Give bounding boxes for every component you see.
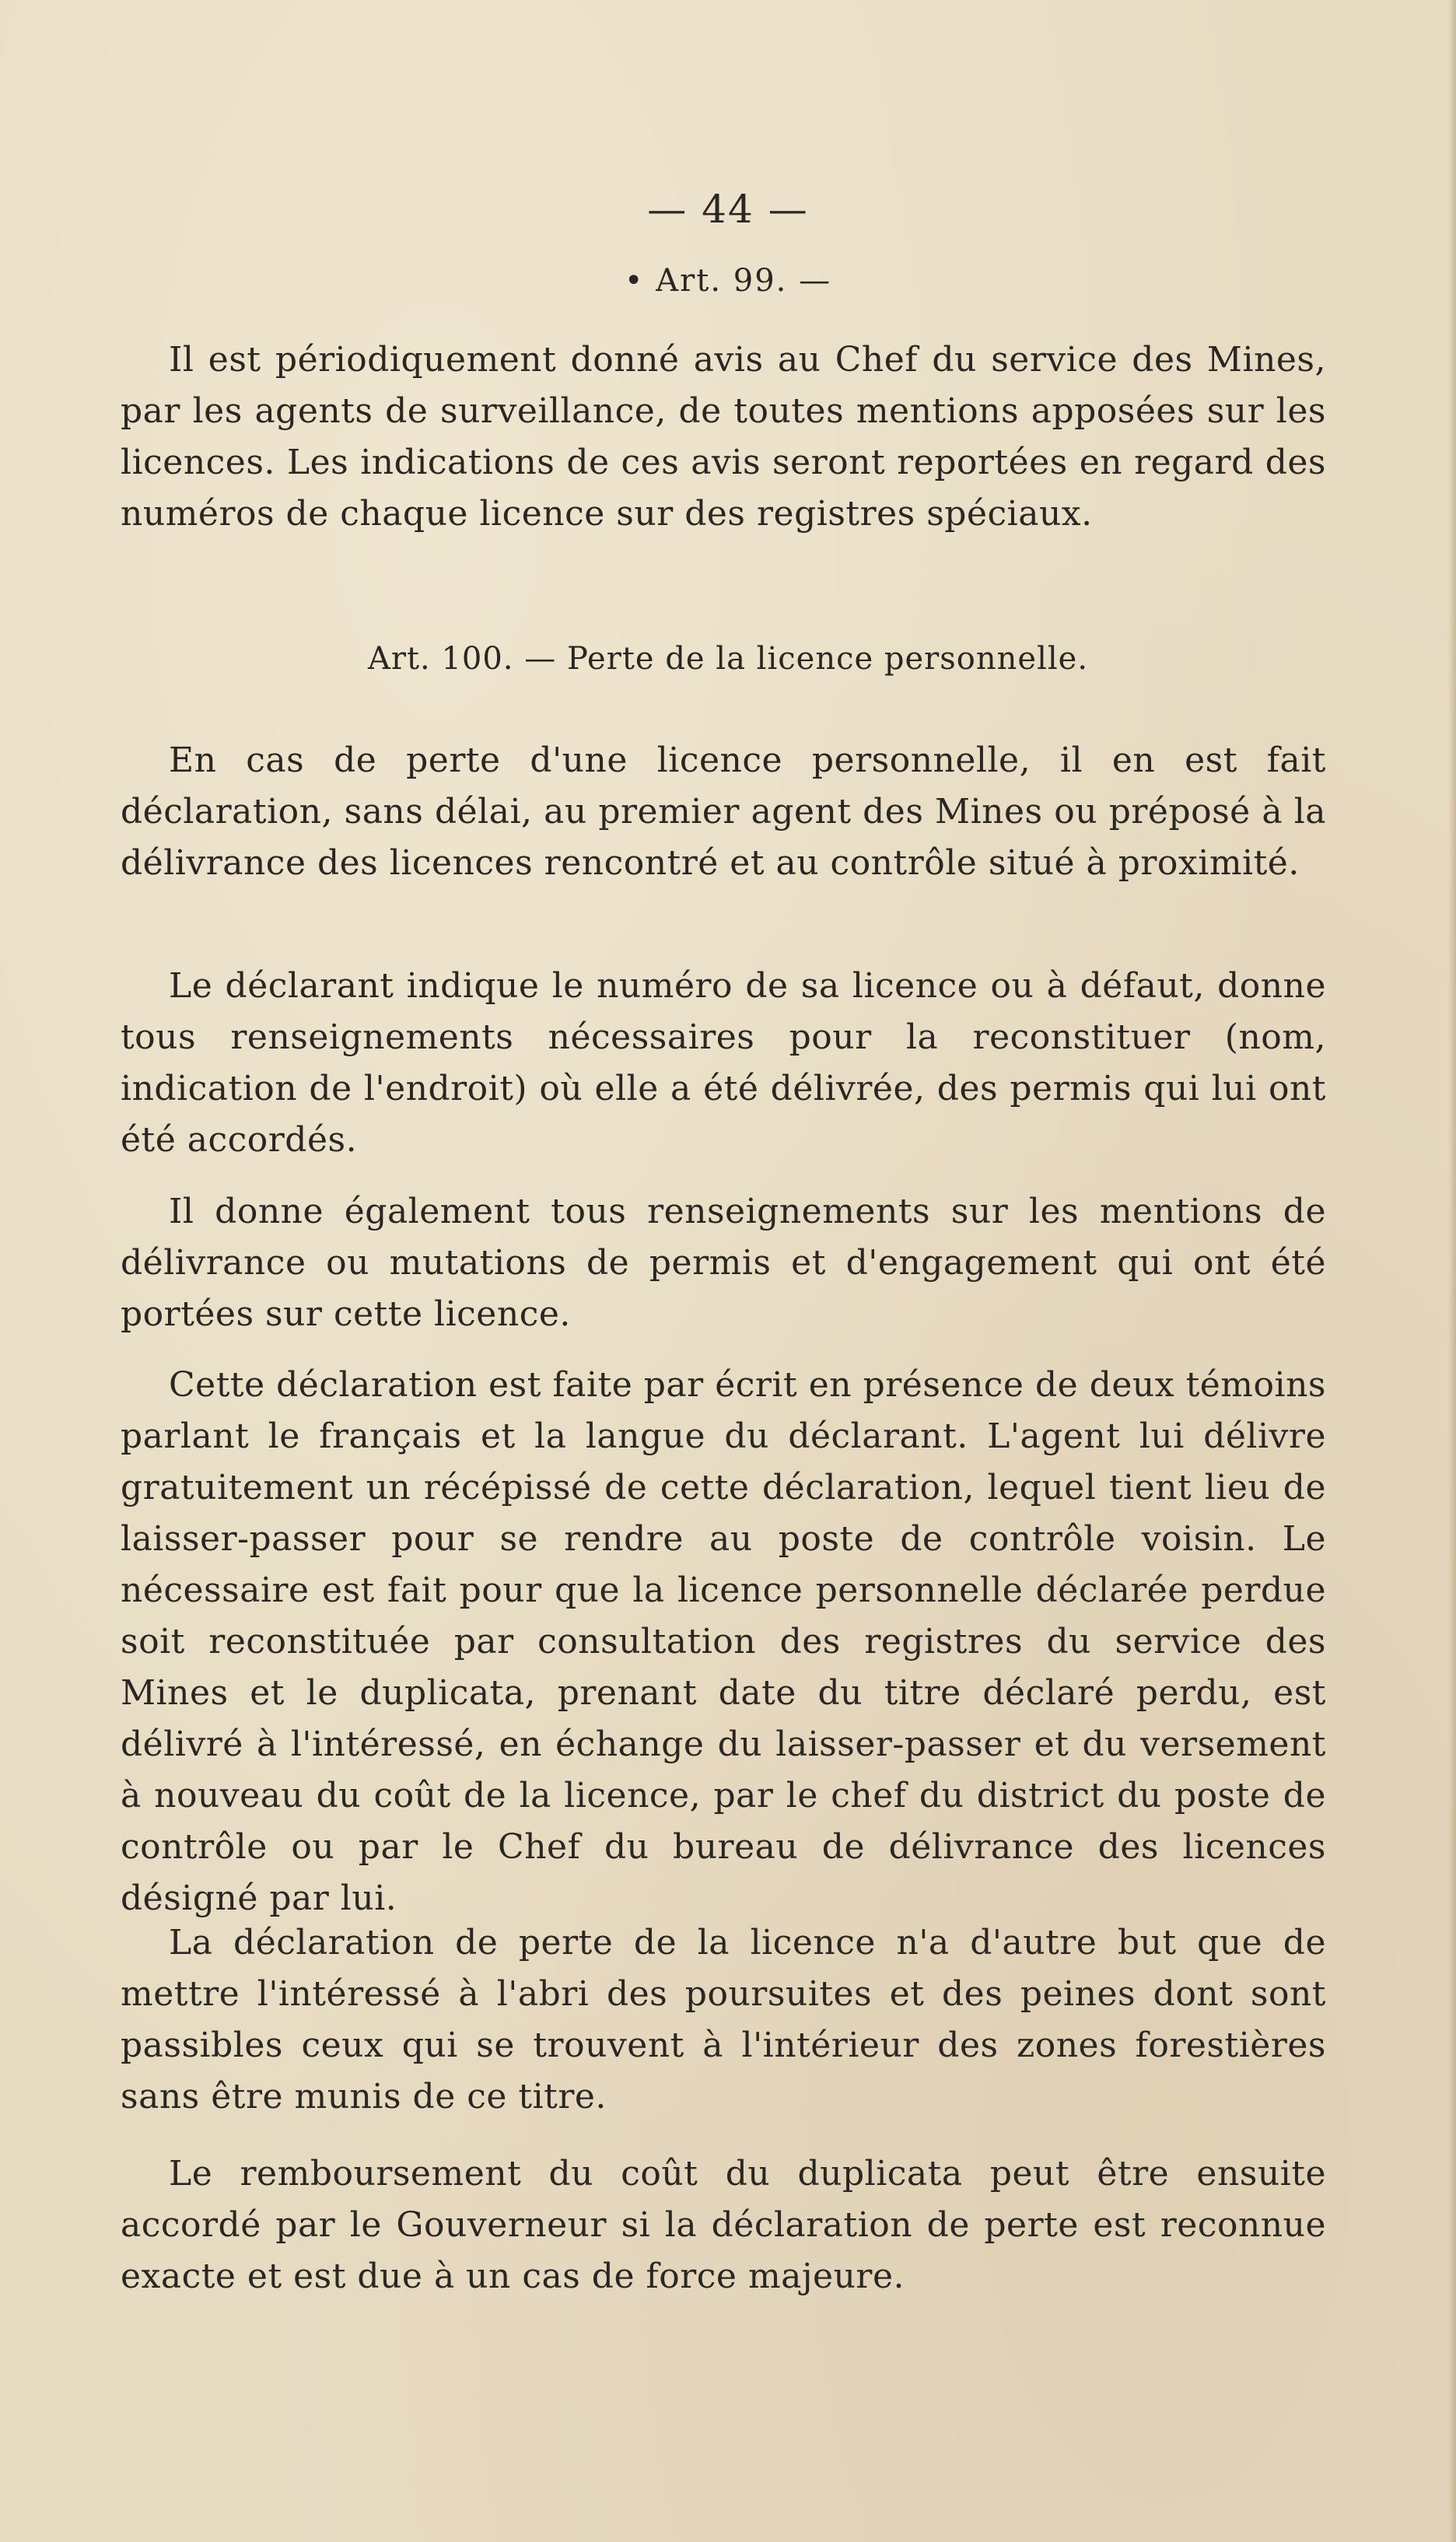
article-100-paragraph-5 bbox=[121, 1917, 1326, 2123]
paragraph: La déclaration de perte de la licence n'a d'autre but que de mettre l'intéressé à l'abri des poursuites et des peines dont sont passibles ceux qui se trouvent à l'intérieur des zones forestières sans être munis de ce titre. bbox=[121, 1923, 1326, 2117]
paragraph: En cas de perte d'une licence personnelle, il en est fait déclaration, sans délai, au premier agent des Mines ou préposé à la délivrance des licences rencontré et au contrôle situé à proximité. bbox=[121, 741, 1326, 883]
paragraph: Il est périodiquement donné avis au Chef du service des Mines, par les agents de surveillance, de toutes mentions apposées sur les licences. Les indications de ces avis seront reportées en regard des numéros de chaque licence sur des registres spéciaux. bbox=[121, 340, 1326, 534]
paragraph: Il donne également tous renseignements sur les mentions de délivrance ou mutations de permis et d'engagement qui ont été portées sur cette licence. bbox=[121, 1192, 1326, 1334]
article-100-paragraph-2 bbox=[121, 961, 1326, 1166]
article-100-paragraph-1 bbox=[121, 735, 1326, 889]
paragraph: Cette déclaration est faite par écrit en présence de deux témoins parlant le français et la langue du déclarant. L'agent lui délivre gratuitement un récépissé de cette déclaration, lequel tient lieu de laisser-passer pour se rendre au poste de contrôle voisin. Le nécessaire est fait pour que la licence personnelle déclarée perdue soit reconstituée par consultation des registres du service des Mines et le duplicata, prenant date du titre déclaré perdu, est délivré à l'intéressé, en échange du laisser-passer et du versement à nouveau du coût de la licence, par le chef du district du poste de contrôle ou par le Chef du bureau de délivrance des licences désigné par lui. bbox=[121, 1365, 1326, 1918]
paragraph: Le remboursement du coût du duplicata peut être ensuite accordé par le Gouverneur si la déclaration de perte est reconnue exacte et est due à un cas de force majeure. bbox=[121, 2154, 1326, 2296]
article-100-paragraph-4 bbox=[121, 1360, 1326, 1924]
article-100-heading: Art. 100. — Perte de la licence personnelle. bbox=[367, 641, 1089, 677]
page-edge-shadow bbox=[1448, 0, 1456, 2542]
article-100-paragraph-3 bbox=[121, 1186, 1326, 1340]
article-100-paragraph-6 bbox=[121, 2148, 1326, 2302]
article-99-body bbox=[121, 334, 1326, 540]
paragraph: Le déclarant indique le numéro de sa licence ou à défaut, donne tous renseignements nécessaires pour la reconstituer (nom, indication de l'endroit) où elle a été délivrée, des permis qui lui ont été accordés. bbox=[121, 966, 1326, 1160]
article-99-heading: • Art. 99. — bbox=[624, 263, 832, 299]
page-number: — 44 — bbox=[647, 187, 809, 232]
